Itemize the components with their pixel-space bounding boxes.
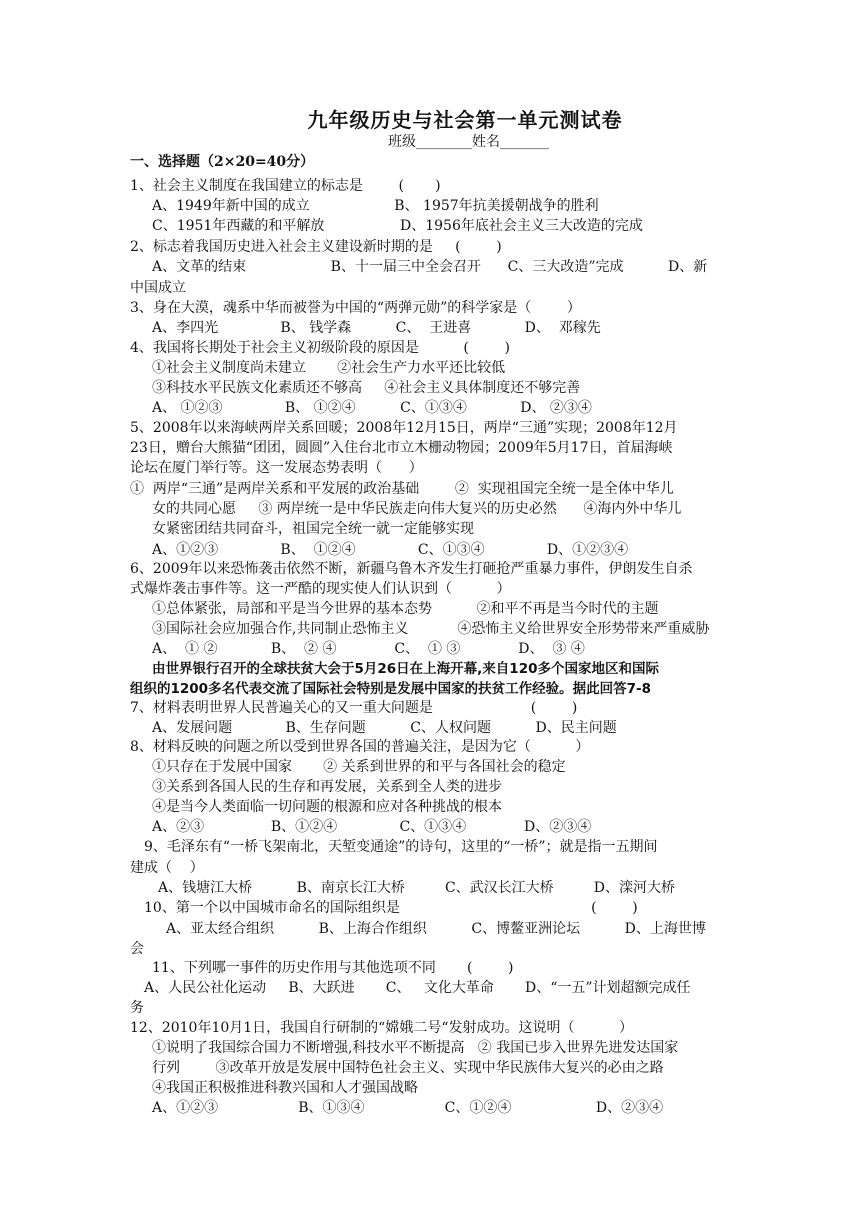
- question-line: 4、我国将长期处于社会主义初级阶段的原因是 ( ): [130, 340, 510, 356]
- question-line: 女的共同心愿 ③ 两岸统一是中华民族走向伟大复兴的历史必然 ④海内外中华儿: [152, 501, 682, 517]
- question-line: A、1949年新中国的成立 B、 1957年抗美援朝战争的胜利: [152, 198, 599, 214]
- question-line: ③国际社会应加强合作,共同制止恐怖主义 ④恐怖主义给世界安全形势带来严重威胁: [152, 621, 710, 637]
- question-line: 女紧密团结共同奋斗，祖国完全统一就一定能够实现: [152, 521, 474, 537]
- question-line: A、人民公社化运动 B、大跃进 C、 文化大革命 D、“一五”计划超额完成任: [144, 980, 691, 996]
- question-line: 9、毛泽东有“一桥飞架南北，天堑变通途”的诗句，这里的“一桥”；就是指一五期间: [144, 839, 658, 855]
- question-line: A、李四光 B、 钱学森 C、 王进喜 D、 邓稼先: [152, 320, 601, 336]
- question-line: A、 ① ② B、 ② ④ C、 ① ③ D、 ③ ④: [152, 641, 585, 657]
- question-line: 组织的1200多名代表交流了国际社会特别是发展中国家的扶贫工作经验。据此回答7-8: [130, 681, 651, 697]
- question-line: A、钱塘江大桥 B、南京长江大桥 C、武汉长江大桥 D、滦河大桥: [158, 880, 675, 896]
- question-line: A、发展问题 B、生存问题 C、人权问题 D、民主问题: [152, 720, 617, 736]
- question-line: A、①②③ B、 ①②④ C、①③④ D、①②③④: [152, 542, 629, 558]
- question-line: 6、2009年以来恐怖袭击依然不断，新疆乌鲁木齐发生打砸抢严重暴力事件，伊朗发生自杀: [130, 561, 693, 577]
- question-line: C、1951年西藏的和平解放 D、1956年底社会主义三大改造的完成: [152, 218, 643, 234]
- question-line: 5、2008年以来海峡两岸关系回暖；2008年12月15日，两岸“三通”实现；2008年12月: [130, 420, 678, 436]
- question-line: 23日，赠台大熊猫“团团，圆圆”入住台北市立木栅动物园；2009年5月17日，首届海峡: [130, 440, 673, 456]
- question-line: ④我国正积极推进科教兴国和人才强国战略: [152, 1080, 418, 1096]
- question-line: 7、材料表明世界人民普遍关心的又一重大问题是 ( ): [130, 700, 578, 716]
- question-line: A、②③ B、①②④ C、①③④ D、②③④: [152, 819, 592, 835]
- question-line: 1、社会主义制度在我国建立的标志是 ( ): [130, 178, 441, 194]
- question-line: 会: [130, 941, 144, 957]
- question-line: 中国成立: [130, 280, 186, 296]
- question-line: ①社会主义制度尚未建立 ②社会生产力水平还比较低: [152, 360, 506, 376]
- question-line: 11、下列哪一事件的历史作用与其他选项不同 ( ): [152, 960, 514, 976]
- question-line: A、 ①②③ B、 ①②④ C、①③④ D、 ②③④: [152, 400, 592, 416]
- question-line: 行列 ③改革开放是发展中国特色社会主义、实现中华民族伟大复兴的必由之路: [152, 1060, 664, 1076]
- question-line: A、文革的结束 B、十一届三中全会召开 C、三大改造”完成 D、新: [152, 259, 708, 275]
- question-line: ① 两岸“三通”是两岸关系和平发展的政治基础 ② 实现祖国完全统一是全体中华儿: [130, 481, 674, 497]
- question-line: 论坛在厦门举行等。这一发展态势表明（ ）: [130, 460, 423, 476]
- section-heading: 一、选择题（2×20=40分）: [130, 154, 315, 170]
- question-line: ③科技水平民族文化素质还不够高 ④社会主义具体制度还不够完善: [152, 380, 581, 396]
- question-line: 10、第一个以中国城市命名的国际组织是 ( ): [144, 900, 638, 916]
- page-title: 九年级历史与社会第一单元测试卷: [307, 108, 623, 132]
- question-line: ①只存在于发展中国家 ② 关系到世界的和平与各国社会的稳定: [152, 759, 566, 775]
- question-line: A、亚太经合组织 B、上海合作组织 C、博鳌亚洲论坛 D、上海世博: [166, 921, 706, 937]
- question-line: ①说明了我国综合国力不断增强,科技水平不断提高 ② 我国已步入世界先进发达国家: [152, 1040, 679, 1056]
- question-line: 3、身在大漠，魂系中华而被誉为中国的“两弹元勋”的科学家是（ ）: [130, 300, 581, 316]
- question-line: A、①②③ B、①③④ C、①②④ D、②③④: [152, 1100, 664, 1116]
- question-line: ①总体紧张，局部和平是当今世界的基本态势 ②和平不再是当今时代的主题: [152, 601, 659, 617]
- question-line: 2、标志着我国历史进入社会主义建设新时期的是 ( ): [130, 239, 502, 255]
- question-line: 务: [130, 1000, 144, 1016]
- question-line: 由世界银行召开的全球扶贫大会于5月26日在上海开幕,来自120多个国家地区和国际: [152, 661, 659, 677]
- question-line: 建成（ ）: [130, 860, 204, 876]
- question-line: 8、材料反映的问题之所以受到世界各国的普遍关注，是因为它（ ）: [130, 739, 590, 755]
- question-line: 式爆炸袭击事件等。这一严酷的现实使人们认识到（ ）: [130, 581, 511, 597]
- question-line: ④是当今人类面临一切问题的根源和应对各种挑战的根本: [152, 799, 502, 815]
- question-line: ③关系到各国人民的生存和再发展，关系到全人类的进步: [152, 779, 502, 795]
- question-line: 12、2010年10月1日，我国自行研制的“嫦娥二号“发射成功。这说明（ ）: [130, 1020, 633, 1036]
- class-name-line: 班级________姓名_______: [388, 134, 549, 150]
